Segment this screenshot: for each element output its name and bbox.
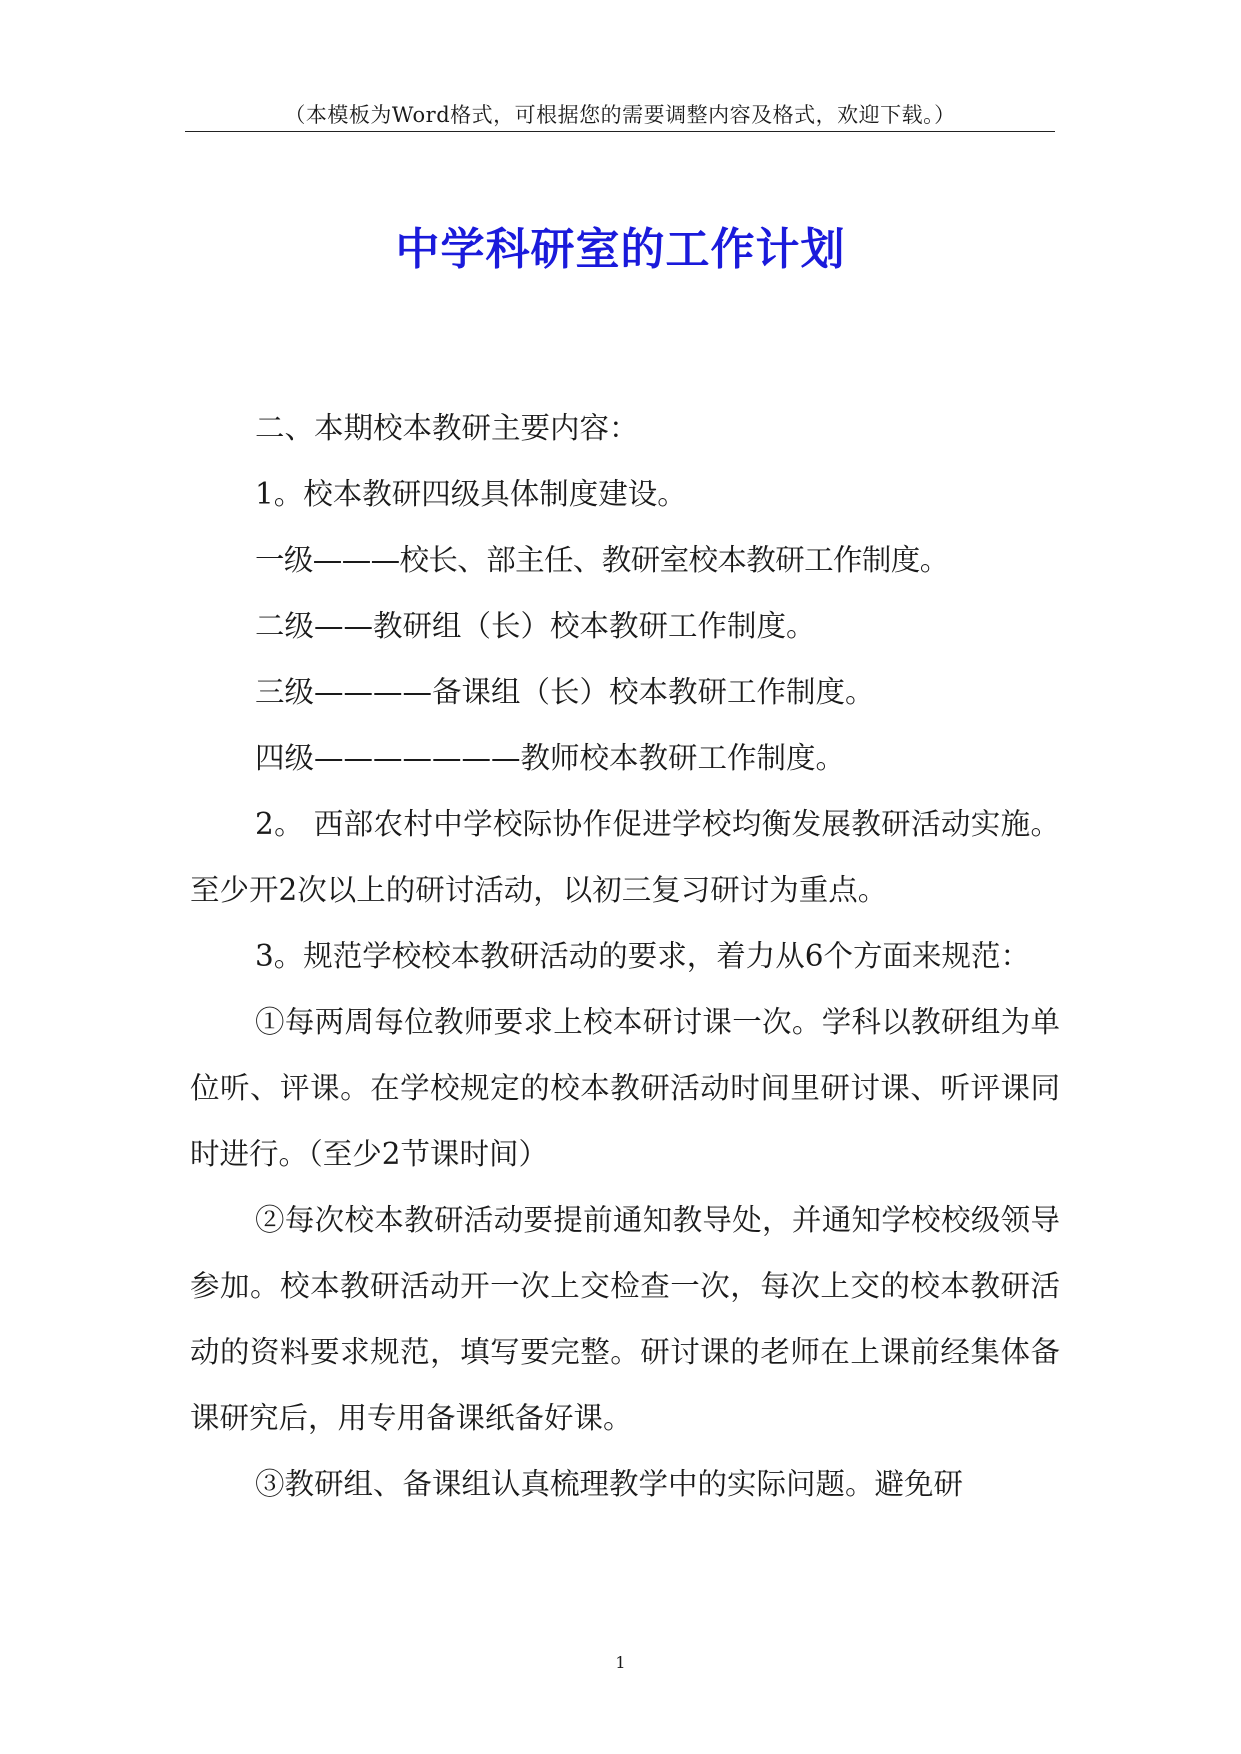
paragraph: ①每两周每位教师要求上校本研讨课一次。学科以教研组为单位听、评课。在学校规定的校本教研活动时间里研讨课、听评课同时进行。（至少2节课时间）: [190, 1005, 1060, 1171]
template-note: （本模板为Word格式，可根据您的需要调整内容及格式，欢迎下载。）: [284, 103, 956, 127]
paragraph: 四级———————教师校本教研工作制度。: [255, 741, 846, 775]
section-heading: 二、本期校本教研主要内容：: [255, 411, 639, 445]
paragraph: 二级——教研组（长）校本教研工作制度。: [255, 609, 816, 643]
page-number: 1: [615, 1653, 626, 1672]
paragraph: 3。规范学校校本教研活动的要求，着力从6个方面来规范：: [255, 939, 1031, 973]
paragraph: 2。 西部农村中学校际协作促进学校均衡发展教研活动实施。至少开2次以上的研讨活动，以初三复习研讨为重点。: [190, 807, 1060, 907]
paragraph: ③教研组、备课组认真梳理教学中的实际问题。避免研: [255, 1467, 964, 1501]
paragraph: ②每次校本教研活动要提前通知教导处，并通知学校校级领导参加。校本教研活动开一次上交检查一次，每次上交的校本教研活动的资料要求规范，填写要完整。研讨课的老师在上课前经集体备课研究后，用专用备课纸备好课。: [190, 1203, 1060, 1435]
document-title: 中学科研室的工作计划: [395, 224, 846, 275]
paragraph: 1。校本教研四级具体制度建设。: [255, 477, 687, 511]
paragraph: 三级————备课组（长）校本教研工作制度。: [255, 675, 875, 709]
document-body: [190, 395, 1060, 1517]
paragraph: 一级———校长、部主任、教研室校本教研工作制度。: [255, 543, 949, 577]
header-divider: [185, 131, 1055, 132]
